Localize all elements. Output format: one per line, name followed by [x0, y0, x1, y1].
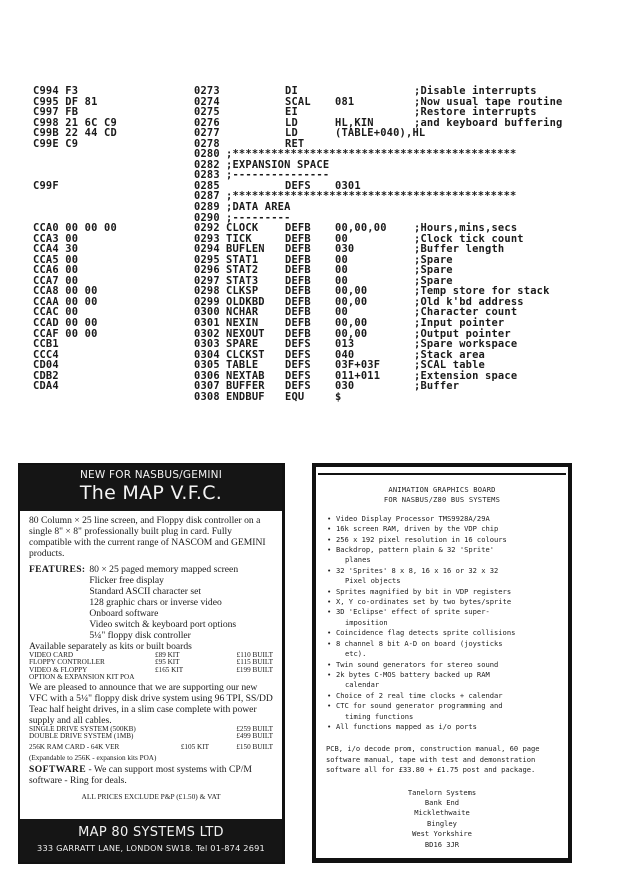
feature-item: • 256 x 192 pixel resolution in 16 colours — [327, 535, 566, 545]
assembly-listing — [33, 86, 593, 402]
features-block — [29, 564, 273, 641]
features-list — [89, 564, 238, 641]
listing-remark-row: 0290 ;--------- — [194, 211, 291, 224]
feature-item: Onboard software — [89, 608, 159, 619]
features-label: FEATURES: — [29, 564, 86, 575]
package-text: PCB, i/o decode prom, construction manual, 60 page software manual, tape with test and demonstration software all for £33.80 + £1.75 post and package. — [326, 744, 540, 775]
listing-row: CCA4 30 0294 BUFLEN DEFB 030 ;Buffer length — [33, 243, 505, 256]
listing-remark-row: 0287 ;******************************************** — [194, 190, 517, 203]
listing-remark-row: 0283 ;--------------- — [194, 169, 330, 182]
price-row: VIDEO & FLOPPY £165 KIT £199 BUILT — [29, 665, 273, 674]
feature-item: • Choice of 2 real time clocks + calendar — [327, 691, 566, 701]
animation-graphics-advertisement — [312, 463, 572, 863]
listing-row: CCA3 00 0293 TICK DEFB 00 ;Clock tick count — [33, 232, 524, 245]
company-name: MAP 80 SYSTEMS LTD — [78, 825, 224, 840]
listing-row: CCA7 00 0297 STAT3 DEFB 00 ;Spare — [33, 274, 453, 287]
feature-item: Video switch & keyboard port options — [89, 619, 237, 630]
listing-remark-row: 0282 ;EXPANSION SPACE — [194, 158, 330, 171]
listing-row: CCA8 00 00 0298 CLKSP DEFB 00,00 ;Temp store for stack — [33, 285, 550, 298]
ad-title: ANIMATION GRAPHICS BOARD FOR NASBUS/Z80 BUS SYSTEMS — [383, 485, 501, 505]
ad-intro: 80 Column × 25 line screen, and Floppy disk controller on a single 8" × 8" professionally built plug in card. Fully compatible with the current range of NASCOM and GEMINI products. — [29, 515, 266, 559]
feature-item: 80 × 25 paged memory mapped screen — [89, 564, 239, 575]
ad-inner-frame — [318, 473, 566, 858]
feature-item: • Sprites magnified by bit in VDP registers — [327, 587, 566, 597]
listing-row: CCAD 00 00 0301 NEXIN DEFB 00,00 ;Input pointer — [33, 317, 505, 330]
map-vfc-advertisement — [18, 463, 285, 864]
expandable-note: (Expandable to 256K - expansion kits POA) — [29, 754, 157, 763]
listing-row: 0308 ENDBUF EQU $ — [194, 390, 342, 403]
price-row: 256K RAM CARD - 64K VER £105 KIT £150 BUILT — [29, 742, 273, 751]
supplier-address: Tanelorn Systems Bank End Micklethwaite Bingley West Yorkshire BD16 3JR — [407, 787, 477, 849]
feature-item: • 3D 'Eclipse' effect of sprite super- imposition — [327, 607, 566, 628]
listing-row: CCAC 00 0300 NCHAR DEFB 00 ;Character count — [33, 306, 518, 319]
feature-item: • CTC for sound generator programming and timing functions — [327, 701, 566, 722]
listing-row: CDA4 0307 BUFFER DEFS 030 ;Buffer — [33, 380, 460, 393]
price-row: DOUBLE DRIVE SYSTEM (1MB) £499 BUILT — [29, 732, 273, 741]
announcement-text: We are pleased to announce that we are supporting our new VFC with a 5¼" floppy disk drive system using 96 TPI, SS/DD Teac half height drives, in a slim case complete with power supply and all cables. — [29, 681, 273, 726]
feature-item: • 2k bytes C-MOS battery backed up RAM calendar — [327, 670, 566, 691]
feature-item: • Twin sound generators for stereo sound — [327, 660, 566, 670]
drive-system-table — [29, 726, 273, 752]
listing-row: CCB1 0303 SPARE DEFS 013 ;Spare workspace — [33, 338, 518, 351]
company-address: 333 GARRATT LANE, LONDON SW18. Tel 01-874 2691 — [37, 843, 265, 853]
feature-item: Flicker free display — [89, 575, 164, 586]
listing-remark-row: 0280 ;******************************************** — [194, 148, 517, 161]
ad-kicker: NEW FOR NASBUS/GEMINI — [79, 469, 223, 481]
feature-item: Standard ASCII character set — [89, 586, 201, 597]
listing-row: C994 F3 0273 DI ;Disable interrupts — [33, 85, 537, 97]
price-row: FLOPPY CONTROLLER £95 KIT £115 BUILT — [29, 658, 273, 667]
software-label: SOFTWARE — [29, 764, 87, 776]
price-row: OPTION & EXPANSION KIT POA — [29, 673, 135, 682]
listing-row: C99E C9 0278 RET — [33, 137, 305, 150]
listing-row: CDB2 0306 NEXTAB DEFS 011+011 ;Extension space — [33, 369, 518, 382]
feature-item: • 32 'Sprites' 8 x 8, 16 x 16 or 32 x 32 Pixel objects — [327, 566, 566, 587]
listing-row: CCC4 0304 CLCKST DEFS 040 ;Stack area — [33, 348, 486, 361]
feature-item: • All functions mapped as i/o ports — [327, 722, 566, 732]
listing-row: CCA0 00 00 00 0292 CLOCK DEFB 00,00,00 ;Hours,mins,secs — [33, 222, 518, 235]
listing-row: C997 FB 0275 EI ;Restore interrupts — [33, 106, 537, 119]
listing-row: CCA6 00 0296 STAT2 DEFB 00 ;Spare — [33, 264, 453, 277]
feature-item: 5¼" floppy disk controller — [89, 630, 191, 641]
feature-item: • 16k screen RAM, driven by the VDP chip — [327, 524, 566, 534]
software-text: SOFTWARE - We can support most systems with CP/M software - Ring for deals. — [29, 764, 252, 787]
listing-row: C99F 0285 DEFS 0301 — [33, 179, 361, 192]
ad-title: The MAP V.F.C. — [79, 482, 223, 504]
listing-row: CCAA 00 00 0299 OLDKBD DEFB 00,00 ;Old k'bd address — [33, 295, 524, 308]
ad-footer — [20, 819, 282, 862]
feature-item: • Backdrop, pattern plain & 32 'Sprite' planes — [327, 545, 566, 566]
prices-note: ALL PRICES EXCLUDE P&P (£1.50) & VAT — [81, 792, 221, 802]
feature-item: 128 graphic chars or inverse video — [89, 597, 222, 608]
price-table — [29, 652, 273, 682]
price-row: VIDEO CARD £89 KIT £110 BUILT — [29, 651, 273, 659]
availability-text: Available separately as kits or built boards — [29, 641, 192, 652]
price-row: SINGLE DRIVE SYSTEM (500KB) £259 BUILT — [29, 724, 273, 733]
feature-item: • X, Y co-ordinates set by two bytes/sprite — [327, 597, 566, 607]
ad-body — [20, 511, 282, 802]
feature-item: • Video Display Processor TMS9928A/29A — [327, 514, 566, 524]
listing-row: CD04 0305 TABLE DEFS 03F+03F ;SCAL table — [33, 359, 486, 372]
listing-remark-row: 0289 ;DATA AREA — [194, 201, 291, 214]
listing-row: C995 DF 81 0274 SCAL 081 ;Now usual tape routine — [33, 95, 563, 108]
listing-row: C998 21 6C C9 0276 LD HL,KIN ;and keyboard buffering — [33, 116, 563, 129]
feature-item: • 8 channel 8 bit A-D on board (joysticks etc). — [327, 639, 566, 660]
listing-row: C99B 22 44 CD 0277 LD (TABLE+040),HL — [33, 127, 426, 140]
listing-row: CCA5 00 0295 STAT1 DEFB 00 ;Spare — [33, 253, 453, 266]
listing-row: CCAF 00 00 0302 NEXOUT DEFB 00,00 ;Output pointer — [33, 327, 511, 340]
feature-item: • Coincidence flag detects sprite collisions — [327, 628, 566, 638]
ad-header — [20, 465, 282, 511]
features-list — [318, 514, 566, 733]
